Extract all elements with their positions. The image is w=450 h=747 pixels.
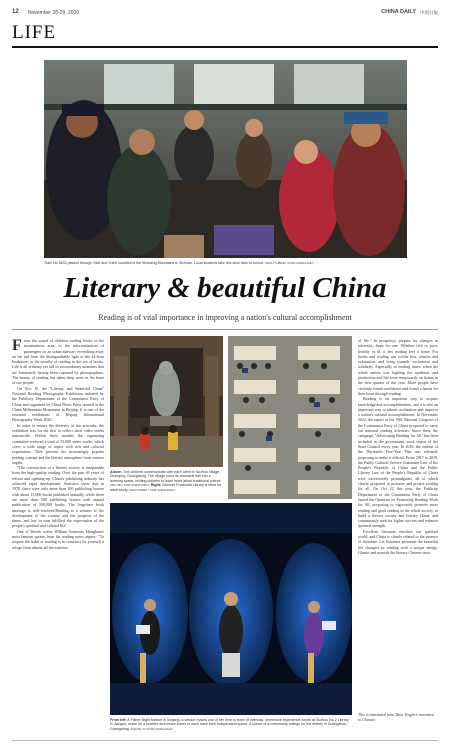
masthead-chinese: 中国日报: [420, 10, 438, 15]
top-photo-caption-text: Train No 5633 passes through Xide and Yuexi counties in the Wumeng Mountains in Sichuan. Local students take this slow train to school.: [44, 261, 265, 265]
headline-rule: [12, 329, 438, 330]
paragraph-text: rom the sound of children reading books in the mountainous area, to the informatization of passengers on an urban subway; everything away on the rail from the distinguishable light of the 24-hour bookstore, to the novelty of reading in the sea of books. Life is all ordinary yet full of extraordinary moments that are fortunately having been captured by photographers. The beauty of reading has taken deep roots in the heart of our people.: [12, 338, 104, 386]
caption-label-from-left: From left:: [110, 718, 127, 722]
train-interior-illustration: [44, 60, 407, 258]
library-photo: [228, 336, 352, 499]
bottom-caption-credit: ZHANG YI / FOR CHINA DAILY: [130, 726, 174, 731]
caption-label-right: Right:: [150, 483, 162, 488]
paragraph: "The construction of a literary society is inseparable from the high-quality reading. Over the past 40 years of reform and opening-up, China's publishing industry has achieved rapid development. Statistics show that in 1978, there were only more than 100 publishing houses with about 15,000 books published annually, while there are more than 580 publishing houses with annual publication of 500,000 books. The long-time book shortage is well-resolved.Reading is a witness to the development of the country and the progress of the times, and has in turn fulfilled the expectation of the people's spiritual and cultural life.: [12, 465, 104, 529]
middle-photos-caption: [110, 470, 224, 492]
translation-note: This is translated from Zhou Yingjie's narration in Chinese.: [358, 712, 435, 723]
paragraph: Excellent literature enriches our spiritual world, and China is closely related to the essence of literature. Let literature permeate the beautiful life changed by reading with a unique energy. Glance and nourish the literary Chinese story.: [358, 528, 438, 555]
paragraph: Reading is an important way to acquire knowledge and accomplishments, and it is also an important way to inherit civilization and improve a nation's cultural accomplishment. In November 2012, the report of the 18th National Congress of the Communist Party of China proposed to carry out national reading activities. Since then, the campaign "Advocating Reading for All" has been included in the government work report of the State Council every year. In 2016, the outline of the Thirteenth Five-Year Plan was released, proposing to make it official. From 2017 to 2019, the Public Cultural Service Guarantee Law of the People's Republic of China and the Public Library Law of the People's Republic of China were successively promulgated, all of which clearly proposed to promote and protect reading for all. On Oct 22 this year, the Publicity Department of the Communist Party of China issued the Opinions on Promoting Reading Work for All, proposing to vigorously promote more reading and good reading in the whole society, to build a literary society and literary China, and continuously seek for higher success and enhance spiritual strength.: [358, 396, 438, 529]
paragraph: [12, 338, 104, 386]
bottom-caption-text: A Fisher Night Market in Xinjiang, a vendor makes use of her time to learn of intervals. Immersive experience zones at Suzhou No 2 Library in Jiangsu, make for a readers and music lovers to each have their independent space. A corner of a community college for the elderly in Guangzhou, Guangdong.: [110, 718, 349, 731]
page-header: [12, 8, 438, 18]
paragraph: of life." In prosperity, prepare for changes in adversity; hope for one. Whether rich or poor, healthy or ill, it lets reading feel a home. For books and reading can soothe fear, tension and exhaustion, and bring warmth, excitement and solidarity. Especially in reading times, when the whole nation was fighting the epidemic and production and life were temporarily on hiatus in the first quarter of the year. More people have certainly found confidence and found a haven for their heart through reading.: [358, 338, 438, 396]
top-photo-credit: ZHOU YUBING / FOR CHINA DAILY: [265, 261, 314, 265]
immersive-zone-illustration: [110, 503, 352, 715]
ancestral-hall-photo: [110, 336, 223, 467]
page-number: 12: [12, 9, 19, 15]
caption-label-above: Above:: [110, 470, 123, 474]
header-rule: [12, 46, 438, 48]
body-column-3: [358, 338, 438, 710]
headline: Literary & beautiful China: [63, 272, 387, 304]
footer-rule: [12, 740, 438, 741]
section-title: LIFE: [12, 22, 57, 43]
top-photo: [44, 60, 407, 258]
top-photo-caption: [44, 261, 407, 265]
caption-above-credit: ZOU JIN / FOR CHINA DAILY: [110, 483, 150, 488]
masthead: CHINA DAILY: [381, 9, 416, 15]
immersive-zone-photo: [110, 503, 352, 715]
caption-above-text: Two children communicate with each other in Suzhou village, Zhaoqing, Guangdong. The village turns its ancestral hall into a learning space, inviting children to learn more about traditional culture.: [110, 470, 222, 483]
library-overhead-illustration: [228, 336, 352, 499]
caption-right-text: Sichuan Provincial Library is ideal for adult study.: [110, 483, 222, 492]
caption-right-credit: ZHAO KAIBO / FOR CHINA DAILY: [129, 487, 176, 492]
issue-date: November 28-29, 2020: [28, 10, 80, 16]
body-column-1: [12, 338, 104, 736]
paragraph: In order to ensure the diversity of the artworks, the exhibition was for the first to collect short video works nationwide. Within three months the organizing committee received a total of 35,000 video works, which cover a wide range of topics with rich and colorful expressions. They present the increasingly popular reading concept and the literary atmosphere from various angles.: [12, 422, 104, 465]
paragraph: One of British writer William Somerset Maugham's most famous quotes from his reading notes argues: "To acquire the habit of reading is to construct for yourself a refuge from almost all the miseries: [12, 528, 104, 550]
deck: Reading is of vital importance in improving a nation's cultural accomplishment: [98, 313, 352, 322]
paragraph: On Nov 10, the "Literary and Beautiful China" National Reading Photography Exhibition initiated by the Publicity Department of the Communist Party of China and organized by China Photo Press opened at the China Millennium Monument in Beijing. It is one of the essential exhibitions of Beijing International Photography Week 2020.: [12, 385, 104, 423]
drop-cap: F: [12, 338, 22, 354]
ancestral-hall-illustration: [110, 336, 223, 467]
bottom-photo-caption: [110, 718, 352, 731]
